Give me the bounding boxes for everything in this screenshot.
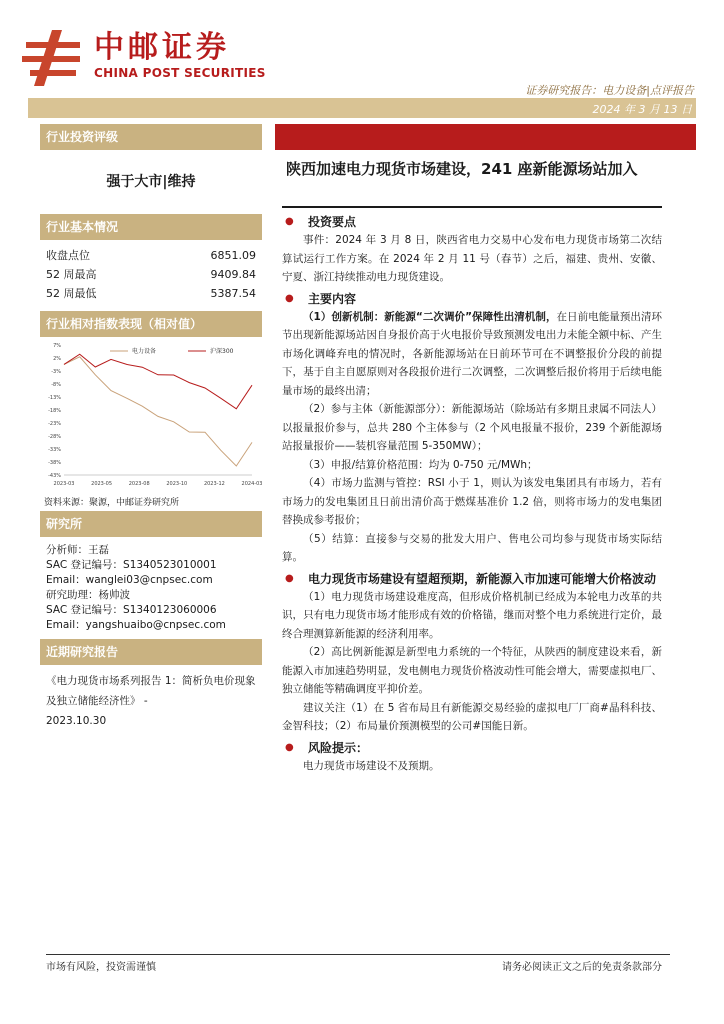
analyst-line: SAC 登记编号：S1340523010001 [46, 559, 217, 571]
paragraph: （2）参与主体（新能源部分）：新能源场站（除场站有多期且隶属不同法人）以报量报价参与，总共 280 个主体参与（2 个风电报量不报价，239 个新能源场站报量报价——装机容量范围 5-350MW）； [282, 403, 662, 452]
legend-label: 沪深300 [210, 348, 234, 355]
title-bar [275, 124, 696, 150]
basics-row [40, 246, 262, 265]
series-line-csi300 [64, 354, 252, 409]
performance-heading: 行业相对指数表现（相对值） [40, 311, 262, 337]
basics-value: 5387.54 [210, 287, 256, 300]
rating-heading: 行业投资评级 [40, 124, 262, 150]
y-tick-label: -13% [48, 395, 61, 401]
bullet-icon: ● [285, 741, 294, 753]
basics-label: 52 周最低 [46, 287, 97, 300]
analyst-line: 研究助理：杨帅波 [46, 589, 130, 601]
analyst-line: Email：yangshuaibo@cnpsec.com [46, 619, 226, 631]
analyst-line: 分析师：王磊 [46, 544, 109, 556]
y-tick-label: 2% [53, 356, 61, 362]
legend-label: 电力设备 [132, 348, 157, 355]
x-tick-label: 2024-03 [241, 481, 262, 487]
chart-svg [40, 337, 262, 491]
report-type: 证券研究报告：电力设备|点评报告 [525, 84, 694, 97]
analyst-info [40, 543, 262, 633]
paragraph: 电力现货市场建设不及预期。 [303, 759, 440, 772]
footer-risk-note: 市场有风险，投资需谨慎 [46, 962, 156, 973]
x-tick-label: 2023-03 [53, 481, 75, 487]
bullet-icon: ● [285, 292, 294, 304]
title-divider [282, 206, 662, 208]
report-title: 陕西加速电力现货市场建设，241 座新能源场站加入 [286, 160, 638, 178]
industry-rating: 强于大市|维持 [106, 174, 196, 190]
paragraph: （3）申报/结算价格范围：均为 0-750 元/MWh； [303, 458, 538, 471]
brand-name-en: CHINA POST SECURITIES [94, 66, 266, 80]
y-tick-label: -43% [48, 473, 61, 479]
report-body [282, 210, 662, 775]
section-heading: ● 电力现货市场建设有望超预期，新能源入市加速可能增大价格波动 [282, 570, 662, 588]
china-post-logo-icon [22, 28, 84, 88]
x-tick-label: 2023-10 [166, 481, 188, 487]
bullet-icon: ● [285, 216, 294, 227]
paragraph: 事件：2024 年 3 月 8 日，陕西省电力交易中心发布电力现货市场第二次结算试运行工作方案。在 2024 年 2 月 11 号（春节）之后，福建、贵州、安徽、宁夏、浙江持续推动电力现货建设。 [282, 234, 662, 283]
basics-row [40, 284, 262, 303]
section-heading: ● 主要内容 [282, 290, 662, 308]
paragraph-lead: （1）创新机制：新能源“二次调价”保障性出清机制， [303, 310, 557, 323]
section-heading: ● 投资要点 [282, 213, 662, 231]
sidebar [40, 124, 262, 731]
y-tick-label: -28% [48, 434, 61, 440]
y-tick-label: -18% [48, 408, 61, 414]
relative-index-chart [40, 337, 262, 491]
paragraph: （2）高比例新能源是新型电力系统的一个特征，从陕西的制度建设来看，新能源入市加速趋势明显，发电侧电力现货价格波动性可能会增大，需要虚拟电厂、独立储能等精确调度平抑价差。 [282, 646, 662, 695]
series-line-power-equipment [64, 357, 252, 466]
analyst-heading: 研究所 [40, 511, 262, 537]
y-tick-label: 7% [53, 343, 61, 349]
section-heading: ● 风险提示： [282, 739, 662, 757]
basics-label: 收盘点位 [46, 249, 90, 262]
x-tick-label: 2023-08 [128, 481, 150, 487]
basics-row [40, 265, 262, 284]
paragraph: （4）市场力监测与管控：RSI 小于 1，则认为该发电集团具有市场力，若有市场力的发电集团且日前出清价高于燃煤基准价 1.2 倍，则将市场力的发电集团替换成参考报价； [282, 477, 662, 526]
y-tick-label: -23% [48, 421, 61, 427]
paragraph: （5）结算：直接参与交易的批发大用户、售电公司均参与现货市场实际结算。 [282, 532, 662, 563]
brand-name-cn: 中邮证券 [94, 30, 230, 65]
footer-divider [46, 954, 670, 955]
y-tick-label: -8% [51, 382, 61, 388]
x-tick-label: 2023-05 [91, 481, 113, 487]
bullet-icon: ● [285, 572, 294, 584]
paragraph: （1）电力现货市场建设难度高，但形成价格机制已经成为本轮电力改革的共识，只有电力现货市场才能形成有效的价格锚，继而对整个电力系统进行定价，最终合理测算新能源的经济利用率。 [282, 590, 662, 640]
y-tick-label: -3% [51, 369, 61, 375]
paragraph: 建议关注（1）在 5 省布局且有新能源交易经验的虚拟电厂厂商#晶科科技、金智科技；（2）布局量价预测模型的公司#国能日新。 [282, 701, 662, 732]
x-tick-label: 2023-12 [203, 481, 225, 487]
paragraph: （1）创新机制：新能源“二次调价”保障性出清机制，在日前电能量预出清环节出现新能源场站因自身报价高于火电报价导致预测发电出力未能全额中标、产生市场化调峰弃电的情况时，各新能源场站在日前环节可在不调整报价分段的前提下，基于自主自愿原则对各段报价进行二次调整，二次调整后报价将用于后续电能量市场的最终出清； [282, 310, 663, 397]
footer-disclaimer: 请务必阅读正文之后的免责条款部分 [502, 962, 662, 973]
y-tick-label: -33% [48, 447, 61, 453]
chart-source: 资料来源：聚源，中邮证券研究所 [44, 498, 180, 508]
report-date: 2024 年 3 月 13 日 [592, 103, 692, 116]
basics-value: 9409.84 [210, 268, 256, 281]
analyst-line: SAC 登记编号：S1340123060006 [46, 604, 217, 616]
basics-heading: 行业基本情况 [40, 214, 262, 240]
analyst-line: Email：wanglei03@cnpsec.com [46, 574, 213, 586]
recent-report-title: 《电力现货市场系列报告 1：简析负电价现象及独立储能经济性》 - [46, 675, 256, 707]
y-tick-label: -38% [48, 460, 61, 466]
basics-value: 6851.09 [210, 249, 256, 262]
recent-reports-heading: 近期研究报告 [40, 639, 262, 665]
recent-report[interactable] [40, 665, 262, 731]
basics-label: 52 周最高 [46, 268, 97, 281]
recent-report-date: 2023.10.30 [46, 715, 107, 727]
